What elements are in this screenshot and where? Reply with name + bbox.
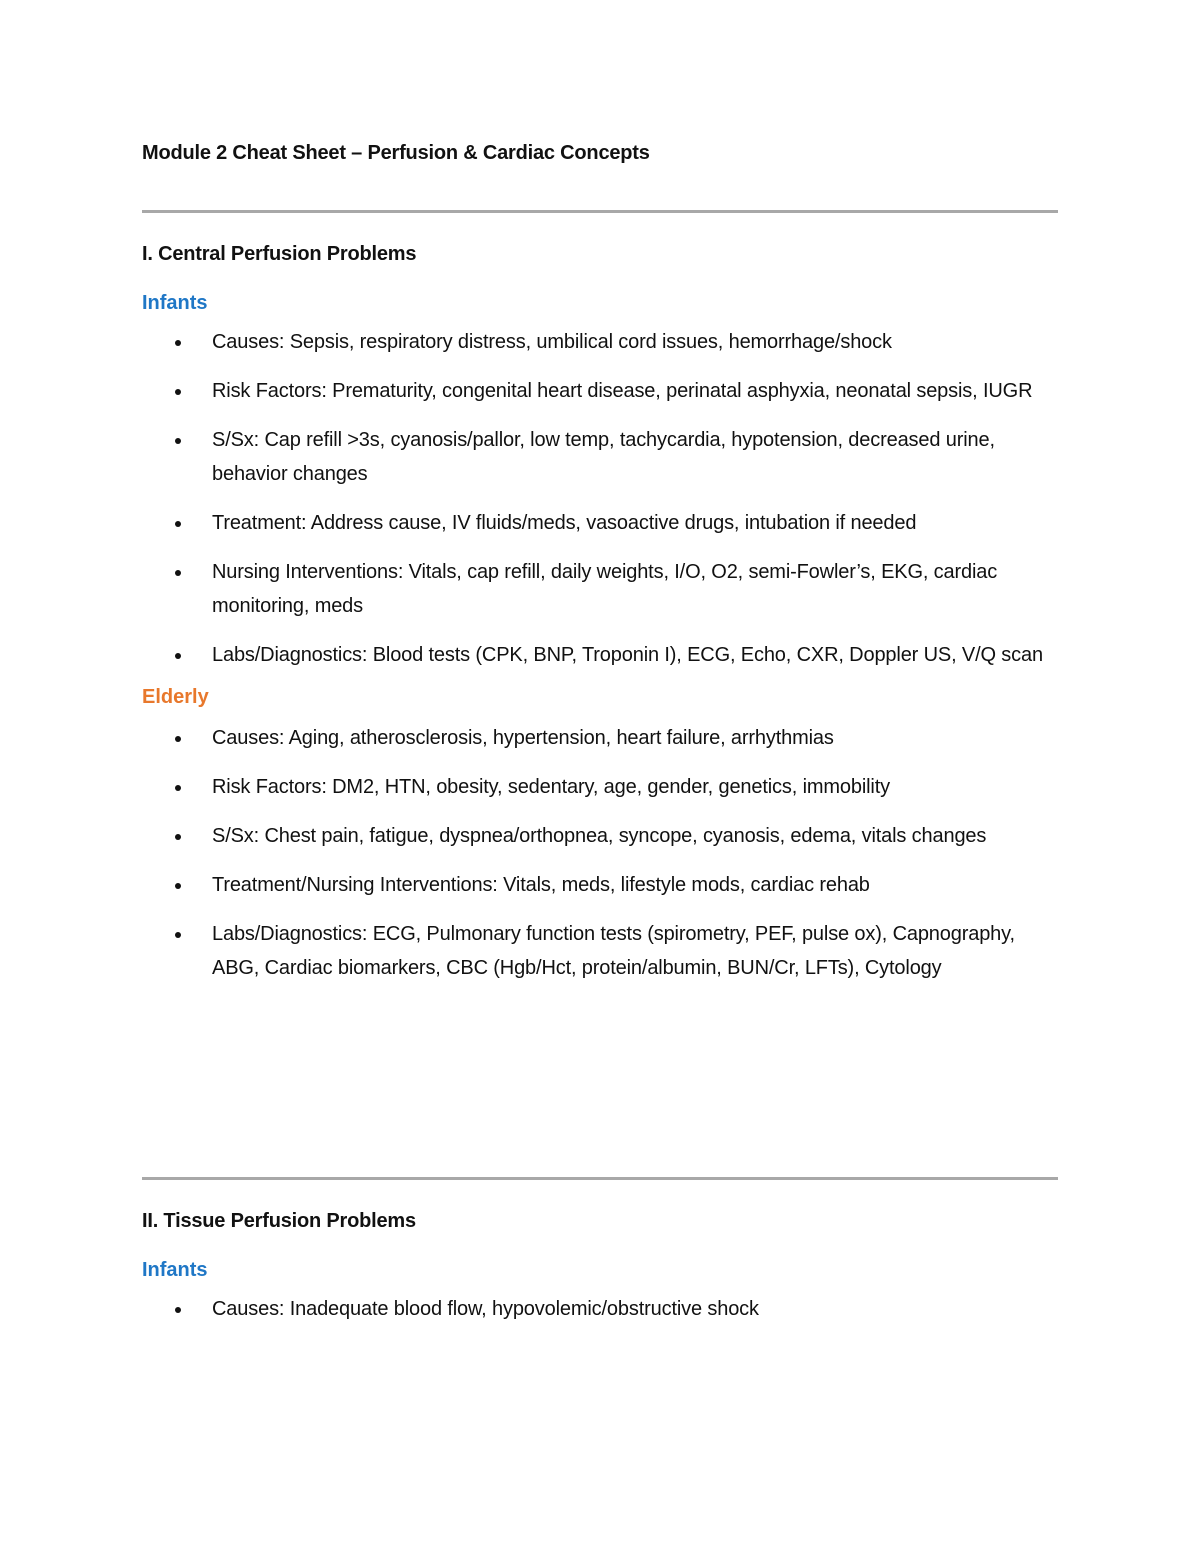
bullet-list (142, 721, 1058, 985)
section-central-perfusion (142, 242, 1058, 985)
bullet-icon (175, 834, 181, 840)
list-item-text: Risk Factors: Prematurity, congenital heart disease, perinatal asphyxia, neonatal sepsis, IUGR (212, 380, 1033, 402)
list-item-text: Treatment/Nursing Interventions: Vitals, meds, lifestyle mods, cardiac rehab (212, 874, 870, 896)
list-item (142, 423, 1058, 491)
list-item (142, 917, 1058, 985)
horizontal-divider (142, 1177, 1058, 1180)
list-item (142, 638, 1058, 672)
list-item-text: Treatment: Address cause, IV fluids/meds, vasoactive drugs, intubation if needed (212, 512, 917, 534)
list-item (142, 868, 1058, 902)
subsection-heading-infants: Infants (142, 292, 208, 314)
list-item-text: Risk Factors: DM2, HTN, obesity, sedentary, age, gender, genetics, immobility (212, 776, 890, 798)
list-item-text: S/Sx: Chest pain, fatigue, dyspnea/orthopnea, syncope, cyanosis, edema, vitals changes (212, 825, 987, 847)
list-item (142, 374, 1058, 408)
bullet-icon (175, 653, 181, 659)
list-item (142, 1292, 1058, 1326)
bullet-list (142, 325, 1058, 672)
bullet-icon (175, 570, 181, 576)
list-item-text: Labs/Diagnostics: ECG, Pulmonary function tests (spirometry, PEF, pulse ox), Capnography, ABG, Cardiac biomarkers, CBC (Hgb/Hct, protein/albumin, BUN/Cr, LFTs), Cytology (212, 923, 1015, 979)
list-item (142, 721, 1058, 755)
list-item-text: Causes: Sepsis, respiratory distress, umbilical cord issues, hemorrhage/shock (212, 331, 892, 353)
list-item (142, 819, 1058, 853)
subsection-heading-infants: Infants (142, 1259, 208, 1281)
bullet-icon (175, 883, 181, 889)
bullet-icon (175, 389, 181, 395)
page-title: Module 2 Cheat Sheet – Perfusion & Cardiac Concepts (142, 142, 650, 164)
bullet-icon (175, 521, 181, 527)
section-title: II. Tissue Perfusion Problems (142, 1210, 416, 1232)
bullet-icon (175, 785, 181, 791)
list-item-text: Nursing Interventions: Vitals, cap refill, daily weights, I/O, O2, semi-Fowler’s, EKG, cardiac monitoring, meds (212, 561, 998, 617)
bullet-icon (175, 932, 181, 938)
bullet-icon (175, 1307, 181, 1313)
bullet-icon (175, 438, 181, 444)
list-item (142, 555, 1058, 623)
section-title: I. Central Perfusion Problems (142, 243, 417, 265)
section-tissue-perfusion (142, 1209, 1058, 1326)
list-item-text: Labs/Diagnostics: Blood tests (CPK, BNP, Troponin I), ECG, Echo, CXR, Doppler US, V/Q scan (212, 644, 1043, 666)
list-item-text: S/Sx: Cap refill >3s, cyanosis/pallor, low temp, tachycardia, hypotension, decreased urine, behavior changes (212, 429, 995, 485)
subsection-heading-elderly: Elderly (142, 686, 209, 708)
bullet-icon (175, 340, 181, 346)
list-item-text: Causes: Inadequate blood flow, hypovolemic/obstructive shock (212, 1298, 759, 1320)
list-item (142, 325, 1058, 359)
list-item (142, 506, 1058, 540)
list-item-text: Causes: Aging, atherosclerosis, hypertension, heart failure, arrhythmias (212, 727, 834, 749)
bullet-icon (175, 736, 181, 742)
horizontal-divider (142, 210, 1058, 213)
list-item (142, 770, 1058, 804)
bullet-list (142, 1292, 1058, 1326)
